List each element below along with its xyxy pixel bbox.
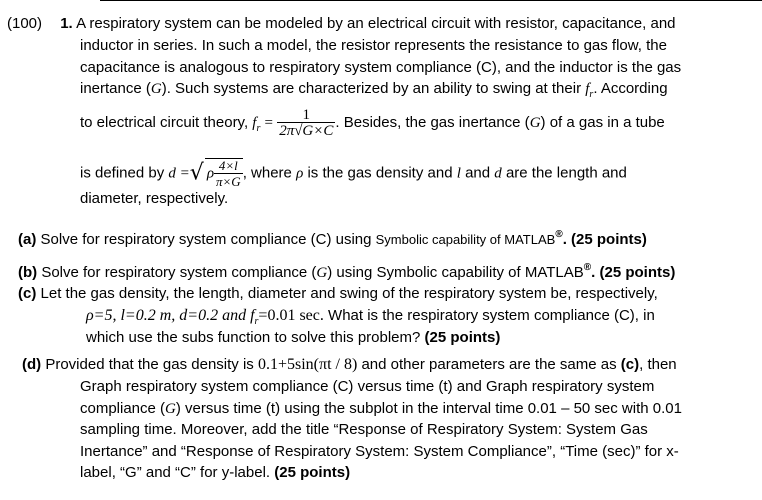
diameter-formula-line: is defined by d =√ ρ $\frac{4\times l}{\pi\times G}$ , where ρ is the gas density and l and d are the length and [80,158,627,189]
part-b: (b) Solve for respiratory system compliance (G) using Symbolic capability of MATLAB®. (25 points) [18,262,676,281]
sqrt-expression: ρ $\frac{4\times l}{\pi\times G}$ [206,158,241,189]
diameter-line: diameter, respectively. [80,190,229,207]
diameter-fraction: $\frac{4\times l}{\pi\times G}$ [216,158,241,189]
intro-line-3: capacitance is analogous to respiratory system compliance (C), and the inductor is the gas [80,59,682,76]
part-d-line-5: Inertance” and “Response of Respiratory System: System Compliance”, “Time (sec)” for x- [80,443,679,460]
part-d-line-6: label, “G” and “C” for y-label. (25 points) [80,464,351,481]
part-d-line-4: sampling time. Moreover, add the title “Response of Respiratory System: System Gas [80,421,648,438]
part-c-line-2: ρ=5, l=0.2 m, d=0.2 and $f_r=0.01$ sec. What is the respiratory system compliance (C), in [86,307,655,327]
formula-f: f [252,115,257,131]
question-line-1 [7,15,676,33]
part-c-line-3: which use the subs function to solve this problem? (25 points) [86,329,501,346]
part-d-line-1: (d) Provided that the gas density is 0.1+5sin(πt / 8) and other parameters are the same as (c), then [22,356,677,373]
part-d-line-3: compliance (G) versus time (t) using the subplot in the interval time 0.01 – 50 sec with 0.01 [80,400,682,417]
part-c-line-1: (c) Let the gas density, the length, diameter and swing of the respiratory system be, respectively, [18,285,658,302]
item-label: 1. [60,15,73,32]
intro-line-4: inertance (G). Such systems are characterized by an ability to swing at their $f_r$. According [80,80,668,100]
resonance-formula-line: to electrical circuit theory, $f_r$ = $\frac{1}{2\pi√G\times C}$ . Besides, the gas inertance (G) of a gas in a tube [80,107,665,139]
top-rule [100,0,762,1]
part-a: (a) Solve for respiratory system compliance (C) using Symbolic capability of MATLAB®. (25 points) [18,229,647,248]
question-number: (100) [7,15,43,32]
part-d-line-2: Graph respiratory system compliance (C) versus time (t) and Graph respiratory system [80,378,655,395]
intro-line-2: inductor in series. In such a model, the resistor represents the resistance to gas flow, the [80,37,667,54]
resonance-fraction: $\frac{1}{2\pi√G\times C}$ [279,107,334,139]
intro-line-1: A respiratory system can be modeled by an electrical circuit with resistor, capacitance, and [76,15,676,32]
